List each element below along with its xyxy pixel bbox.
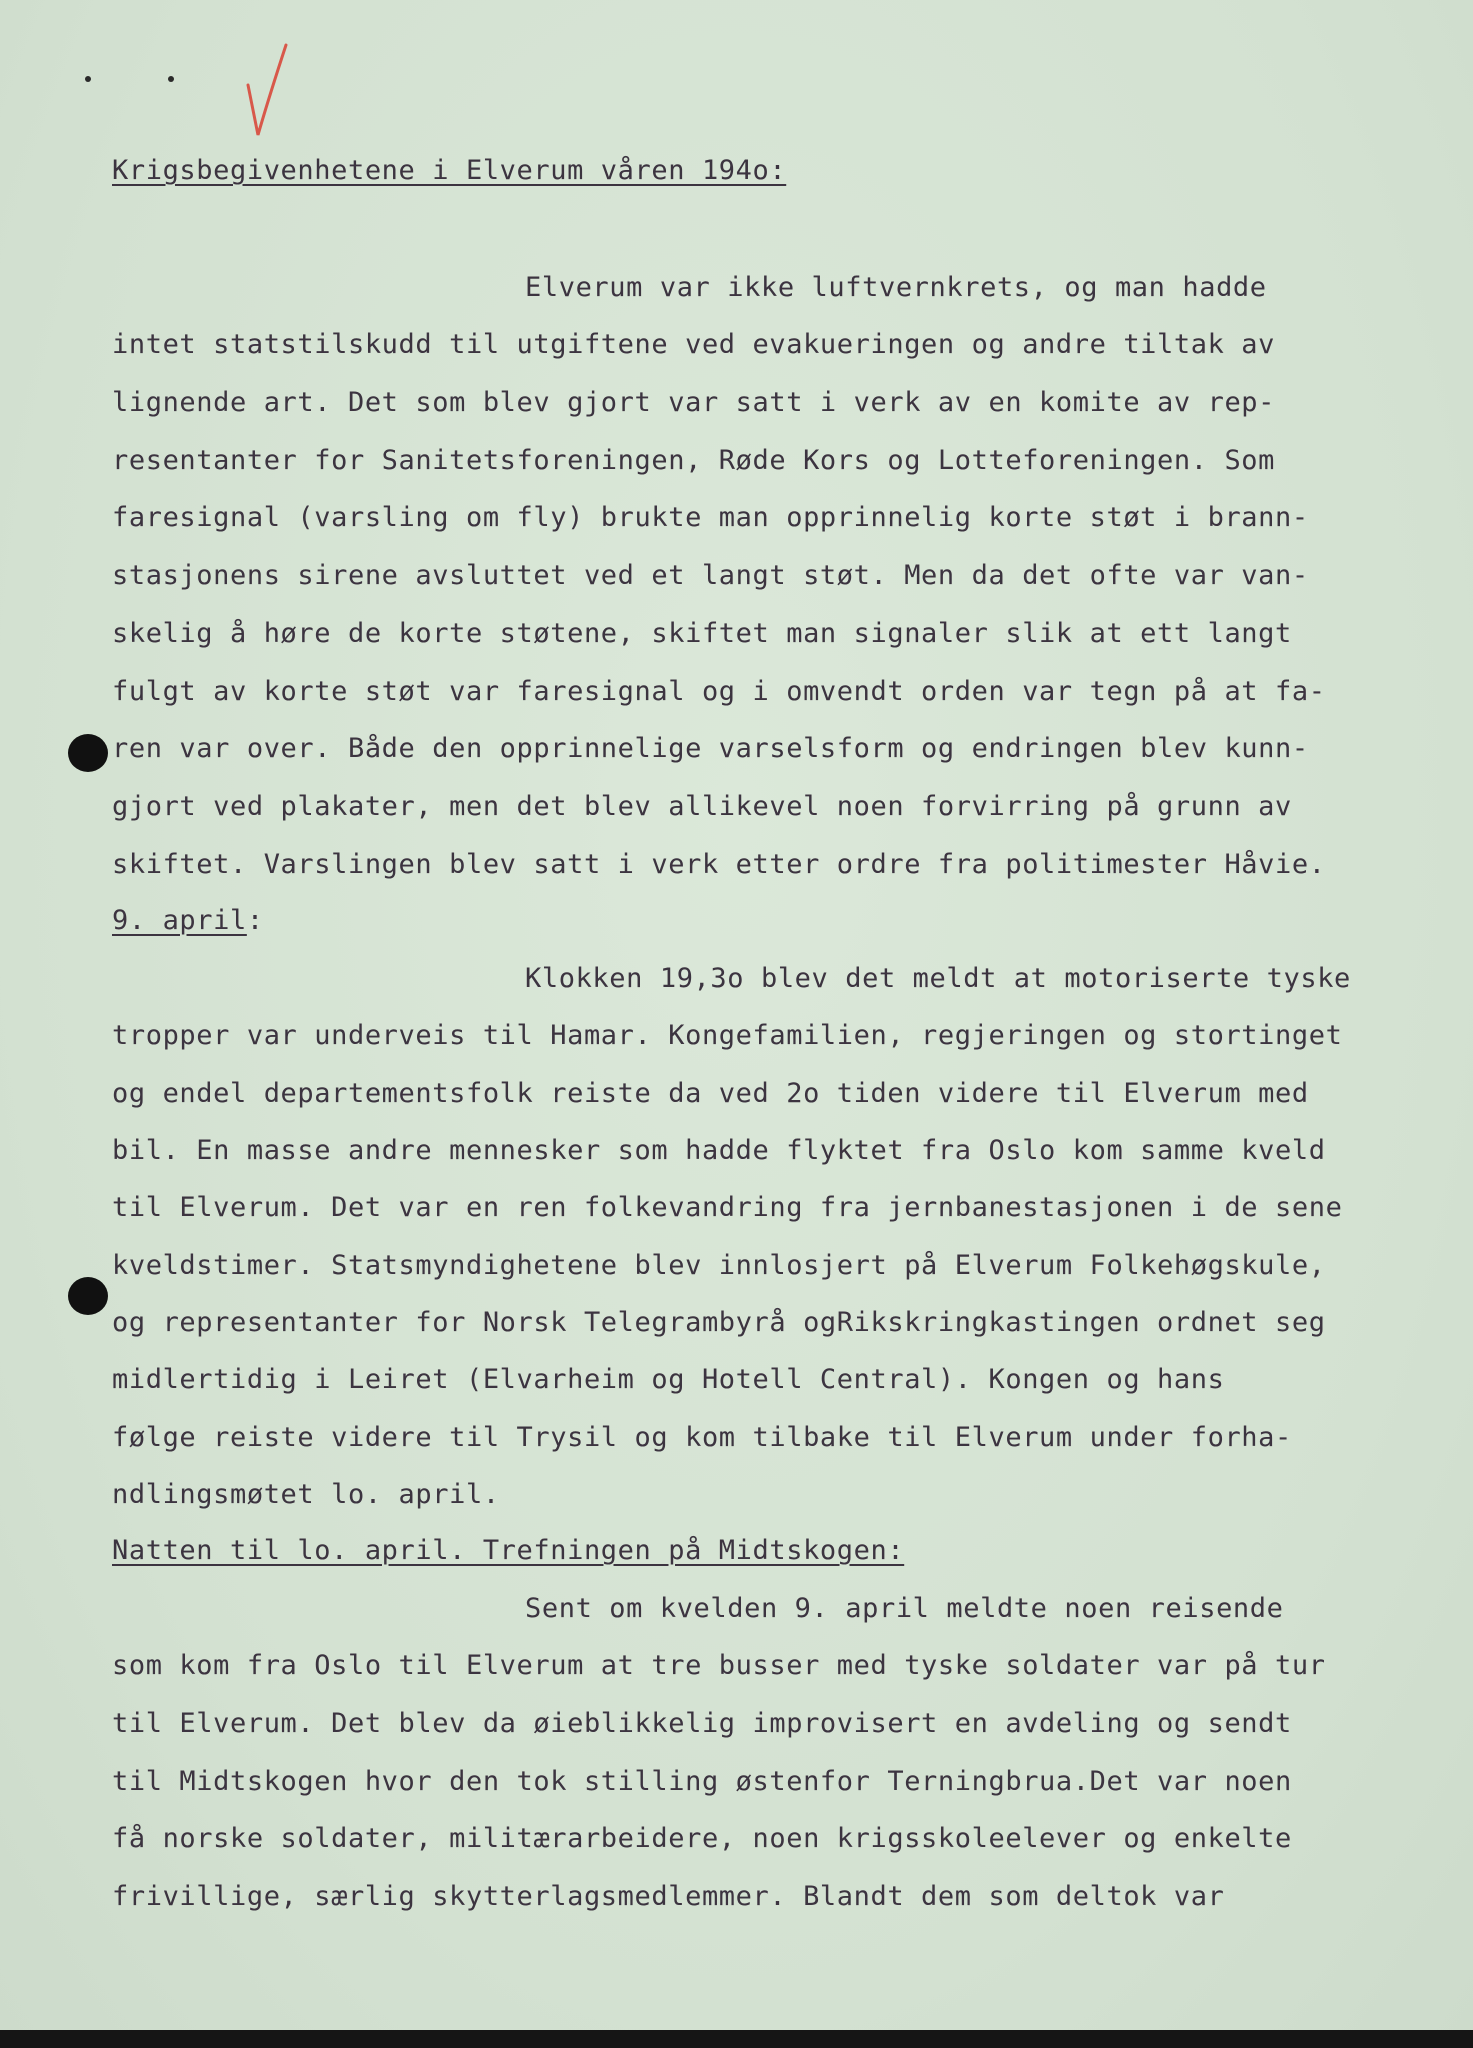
text-line: resentanter for Sanitetsforeningen, Røde Kors og Lotteforeningen. Som <box>112 445 1276 476</box>
section-heading-9-april <box>112 907 264 934</box>
text-line: til Midtskogen hvor den tok stilling østenfor Terningbrua.Det var noen <box>112 1766 1292 1797</box>
punch-hole <box>68 1277 108 1315</box>
text-line: kveldstimer. Statsmyndighetene blev innlosjert på Elverum Folkehøgskule, <box>112 1250 1326 1281</box>
section-heading-colon: : <box>246 905 264 936</box>
ink-dot <box>168 76 174 82</box>
text-line: som kom fra Oslo til Elverum at tre busser med tyske soldater var på tur <box>112 1650 1326 1681</box>
text-line: lignende art. Det som blev gjort var satt i verk av en komite av rep- <box>112 387 1276 418</box>
text-line: skiftet. Varslingen blev satt i verk etter ordre fra politimester Håvie. <box>112 849 1326 880</box>
text-line: og representanter for Norsk Telegrambyrå ogRikskringkastingen ordnet seg <box>112 1307 1326 1338</box>
text-line: ndlingsmøtet lo. april. <box>112 1479 500 1510</box>
text-line: tropper var underveis til Hamar. Kongefamilien, regjeringen og stortinget <box>112 1020 1343 1051</box>
text-line: ren var over. Både den opprinnelige varselsform og endringen blev kunn- <box>112 733 1309 764</box>
text-line: og endel departementsfolk reiste da ved 2o tiden videre til Elverum med <box>112 1078 1309 1109</box>
text-line: Klokken 19,3o blev det meldt at motoriserte tyske <box>525 963 1351 994</box>
section-heading-text: 9. april <box>112 905 247 936</box>
text-line: fulgt av korte støt var faresignal og i omvendt orden var tegn på at fa- <box>112 676 1326 707</box>
text-line: faresignal (varsling om fly) brukte man opprinnelig korte støt i brann- <box>112 502 1309 533</box>
text-line: Sent om kvelden 9. april meldte noen reisende <box>525 1593 1284 1624</box>
text-line: Elverum var ikke luftvernkrets, og man hadde <box>525 272 1267 303</box>
text-line: intet statstilskudd til utgiftene ved evakueringen og andre tiltak av <box>112 329 1276 360</box>
text-line: midlertidig i Leiret (Elvarheim og Hotell Central). Kongen og hans <box>112 1364 1225 1395</box>
text-line: følge reiste videre til Trysil og kom tilbake til Elverum under forha- <box>112 1422 1292 1453</box>
text-line: til Elverum. Det var en ren folkevandring fra jernbanestasjonen i de sene <box>112 1192 1343 1223</box>
punch-hole <box>68 734 108 772</box>
text-line: gjort ved plakater, men det blev allikevel noen forvirring på grunn av <box>112 791 1292 822</box>
text-line: til Elverum. Det blev da øieblikkelig improvisert en avdeling og sendt <box>112 1708 1292 1739</box>
checkmark-icon <box>246 40 296 140</box>
text-line: skelig å høre de korte støtene, skiftet man signaler slik at ett langt <box>112 618 1292 649</box>
text-line: bil. En masse andre mennesker som hadde flyktet fra Oslo kom samme kveld <box>112 1135 1326 1166</box>
text-line: stasjonens sirene avsluttet ved et langt støt. Men da det ofte var van- <box>112 560 1309 591</box>
section-heading-midtskogen: Natten til lo. april. Trefningen på Midtskogen: <box>112 1535 905 1566</box>
ink-dot <box>85 76 91 82</box>
document-title: Krigsbegivenhetene i Elverum våren 194o: <box>112 155 787 186</box>
text-line: få norske soldater, militærarbeidere, noen krigsskoleelever og enkelte <box>112 1823 1292 1854</box>
text-line: frivillige, særlig skytterlagsmedlemmer. Blandt dem som deltok var <box>112 1881 1225 1912</box>
